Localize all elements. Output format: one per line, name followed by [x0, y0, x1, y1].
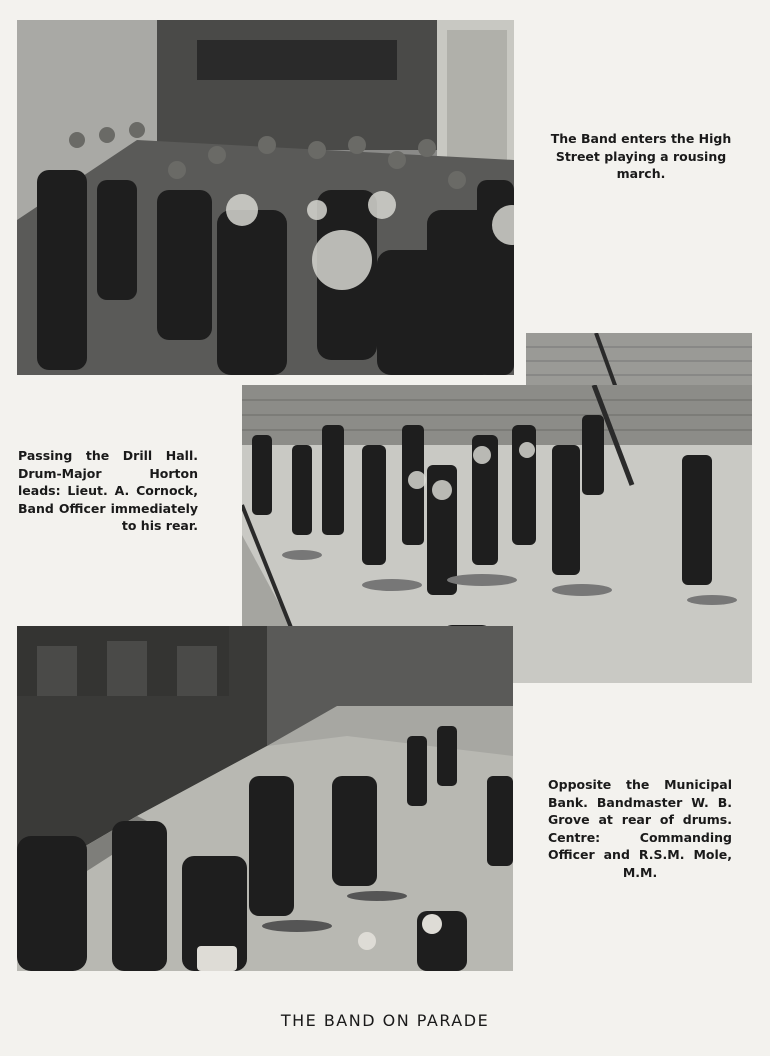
- photo-high-street-image: [17, 20, 514, 375]
- caption-municipal-bank: Opposite the Municipal Bank. Bandmaster W. B. Grove at rear of drums. Centre: Commanding Officer and R.S.M. Mole, M.M.: [548, 777, 732, 880]
- photo-municipal-bank-building: [17, 626, 229, 696]
- photo-drill-hall-wall: [526, 333, 752, 388]
- page-title: THE BAND ON PARADE: [280, 1011, 490, 1030]
- caption-high-street: The Band enters the High Street playing a rousing march.: [550, 131, 732, 181]
- caption-drill-hall: Passing the Drill Hall. Drum-Major Horton leads: Lieut. A. Cornock, Band Officer immediately to his rear.: [18, 448, 198, 533]
- photo-high-street: [17, 20, 514, 375]
- photo-municipal-bank-building-image: [17, 626, 229, 696]
- photo-drill-hall-wall-image: [526, 333, 752, 388]
